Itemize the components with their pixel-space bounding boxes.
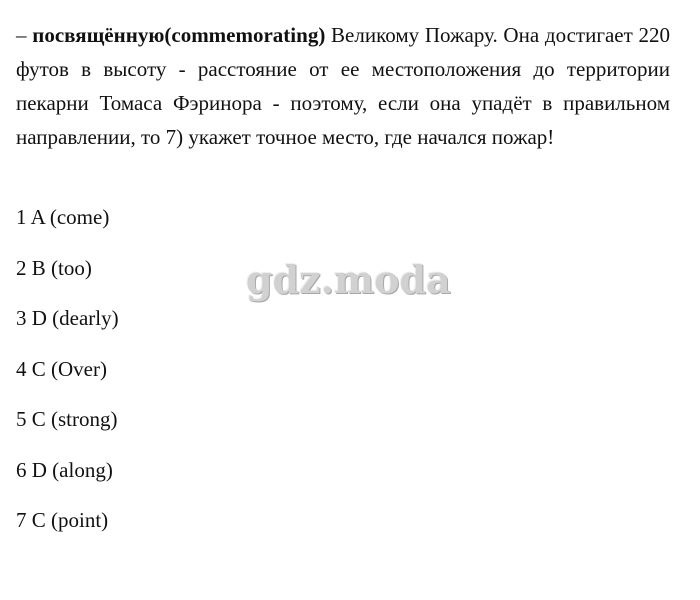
answer-item: 4 C (Over) [16, 356, 107, 381]
answer-item: 5 C (strong) [16, 407, 118, 431]
answer-item: 3 D (dearly) [16, 306, 119, 330]
answer-item: 6 D (along) [16, 457, 113, 482]
paragraph-rest: Великому Пожару. Она достигает 220 футов в высоту - расстояние от ее местоположения до территории пекарни Томаса Фэринора - поэтому, если она упадёт в правильном направлении, то 7) укажет точное место, где начался пожар! [16, 23, 670, 149]
answer-item: 7 C (point) [16, 508, 109, 532]
lead-dash: – [16, 23, 33, 47]
answer-item: 1 A (come) [16, 205, 110, 229]
answer-list [16, 200, 416, 554]
watermark: gdz.moda [246, 257, 451, 302]
text-paragraph [16, 18, 670, 154]
bold-term: посвящённую(commemorating) [32, 23, 326, 47]
answer-item: 2 B (too) [16, 255, 92, 280]
